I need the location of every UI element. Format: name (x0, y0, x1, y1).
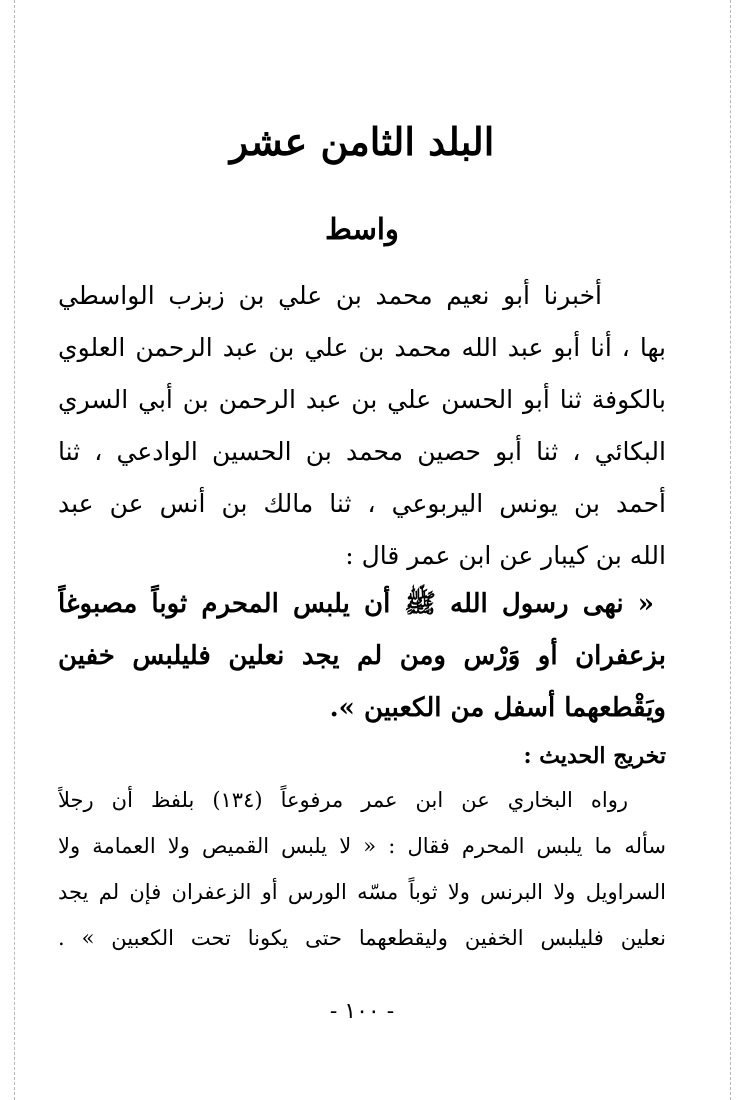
isnad-line: البكائي ، ثنا أبو حصين محمد بن الحسين الوادعي ، ثنا (58, 437, 666, 466)
right-margin-guide (730, 0, 731, 1100)
isnad-line: أحمد بن يونس اليربوعي ، ثنا مالك بن أنس عن عبد (58, 489, 666, 518)
isnad-line: الله بن كيبار عن ابن عمر قال : (345, 541, 666, 570)
takhrij-heading: تخريج الحديث : (523, 743, 666, 769)
chapter-title: البلد الثامن عشر (229, 119, 495, 164)
city-title: واسط (325, 212, 399, 246)
left-margin-guide (14, 0, 15, 1100)
isnad-line: بالكوفة ثنا أبو الحسن علي بن عبد الرحمن بن أبي السري (58, 385, 666, 414)
page-number: - ١٠٠ - (329, 999, 395, 1024)
takhrij-line: نعلين فليلبس الخفين وليقطعهما حتى يكونا تحت الكعبين » . (58, 926, 666, 950)
hadith-line: « نهى رسول الله ﷺ أن يلبس المحرم ثوباً مصبوغاً (58, 589, 654, 619)
hadith-line: بزعفران أو وَرْس ومن لم يجد نعلين فليلبس خفين (58, 641, 666, 671)
takhrij-line: السراويل ولا البرنس ولا ثوباً مسّه الورس أو الزعفران فإن لم يجد (58, 880, 666, 904)
isnad-line: بها ، أنا أبو عبد الله محمد بن علي بن عبد الرحمن العلوي (58, 333, 666, 362)
isnad-line: أخبرنا أبو نعيم محمد بن علي بن زبزب الواسطي (58, 281, 602, 310)
takhrij-line: سأله ما يلبس المحرم فقال : « لا يلبس القميص ولا العمامة ولا (58, 834, 666, 858)
book-page (58, 0, 666, 1100)
takhrij-line: رواه البخاري عن ابن عمر مرفوعاً (١٣٤) بلفظ أن رجلاً (58, 788, 628, 812)
hadith-line: ويَقْطعهما أسفل من الكعبين ». (329, 693, 666, 723)
